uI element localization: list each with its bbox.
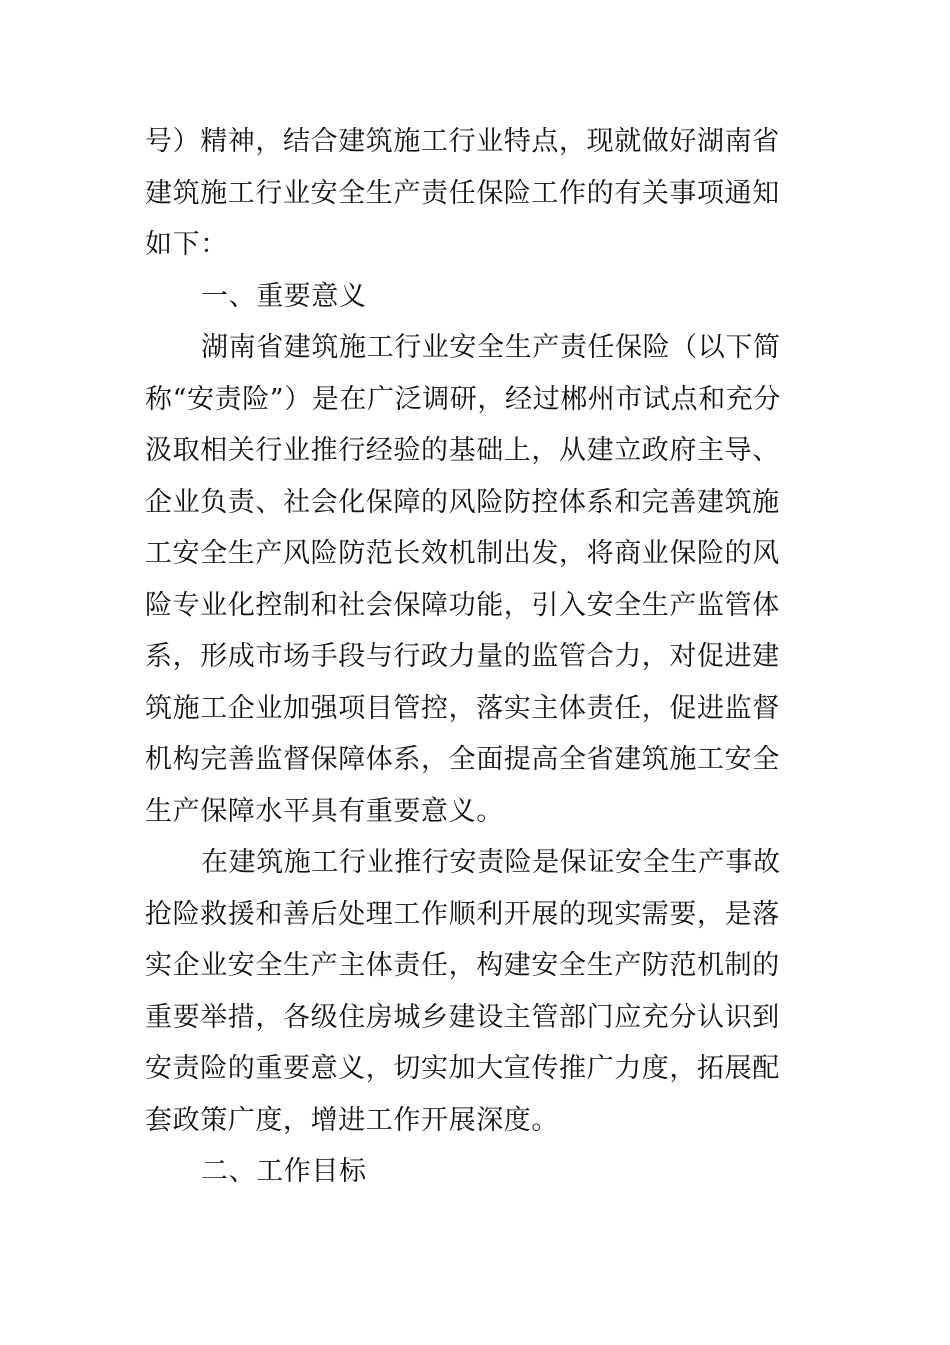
paragraph-line: 称“安责险”）是在广泛调研，经过郴州市试点和充分	[145, 383, 782, 415]
paragraph-line: 险专业化控制和社会保障功能，引入安全生产监管体	[145, 589, 780, 621]
paragraph-line: 工安全生产风险防范长效机制出发，将商业保险的风	[145, 538, 780, 569]
paragraph-line: 系，形成市场手段与行政力量的监管合力，对促进建	[145, 641, 780, 672]
paragraph-line: 抢险救援和善后处理工作顺利开展的现实需要，是落	[145, 898, 780, 930]
intro-line: 建筑施工行业安全生产责任保险工作的有关事项通知	[145, 177, 780, 209]
intro-line: 号）精神，结合建筑施工行业特点，现就做好湖南省	[145, 126, 780, 157]
section-heading-goals: 二、工作目标	[201, 1156, 367, 1187]
paragraph-line: 在建筑施工行业推行安责险是保证安全生产事故	[201, 847, 781, 878]
paragraph-line: 生产保障水平具有重要意义。	[145, 795, 504, 827]
paragraph-line: 机构完善监督保障体系，全面提高全省建筑施工安全	[145, 744, 780, 775]
paragraph-line: 实企业安全生产主体责任，构建安全生产防范机制的	[145, 950, 780, 981]
section-heading-importance: 一、重要意义	[201, 280, 367, 312]
intro-line: 如下：	[145, 229, 228, 260]
paragraph-line: 筑施工企业加强项目管控，落实主体责任，促进监督	[145, 692, 780, 724]
paragraph-line: 企业负责、社会化保障的风险防控体系和完善建筑施	[145, 486, 780, 518]
paragraph-line: 重要举措，各级住房城乡建设主管部门应充分认识到	[145, 1001, 780, 1033]
paragraph-line: 安责险的重要意义，切实加大宣传推广力度，拓展配	[145, 1053, 780, 1084]
paragraph-line: 汲取相关行业推行经验的基础上，从建立政府主导、	[145, 435, 780, 466]
paragraph-line: 套政策广度，增进工作开展深度。	[145, 1104, 559, 1136]
document-body	[145, 116, 782, 1198]
paragraph-line: 湖南省建筑施工行业安全生产责任保险（以下简	[201, 332, 781, 363]
